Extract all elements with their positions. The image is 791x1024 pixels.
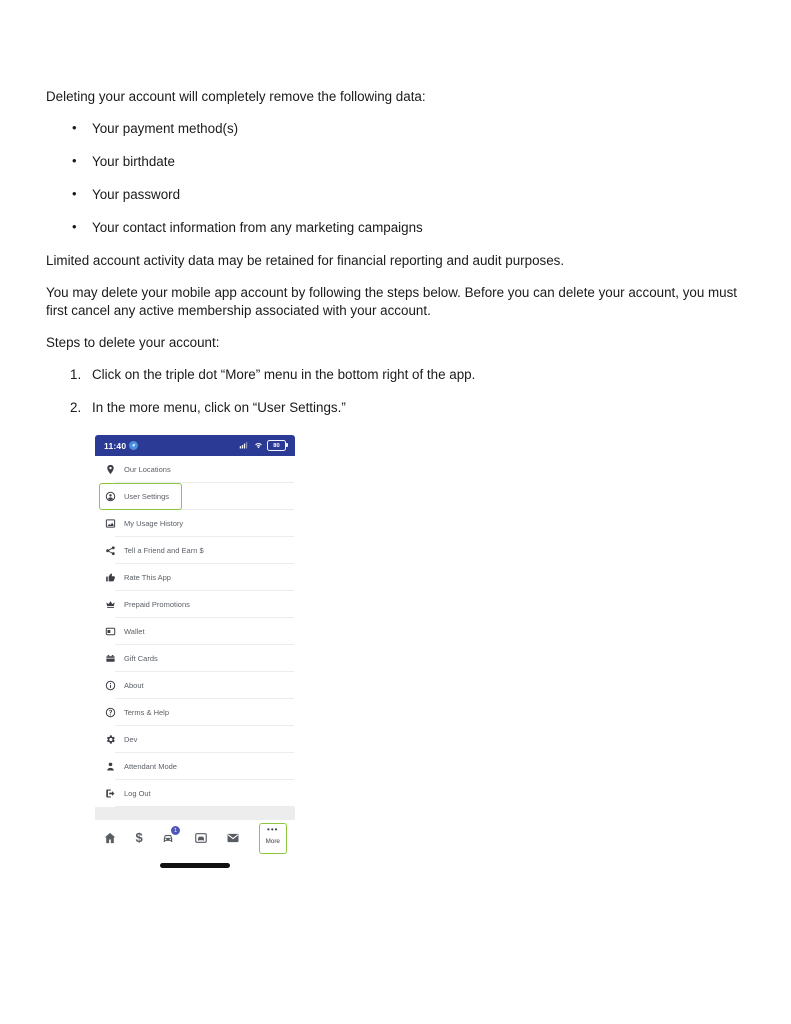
bullet-item: • Your password <box>72 186 746 204</box>
info-icon <box>105 680 116 691</box>
battery-percent: 80 <box>273 442 280 449</box>
menu-item-my-usage-history[interactable] <box>95 510 295 537</box>
notification-badge: 1 <box>171 826 180 835</box>
nav-item-mail[interactable] <box>226 831 240 845</box>
menu-item-label: Prepaid Promotions <box>124 599 190 609</box>
nav-item-dollar[interactable] <box>135 831 142 845</box>
intro-paragraph: Deleting your account will completely remove the following data: <box>46 89 426 104</box>
menu-item-label: My Usage History <box>124 518 184 528</box>
mail-icon <box>226 831 240 845</box>
menu-item-label: Dev <box>124 734 138 744</box>
menu-item-label: Log Out <box>124 788 151 798</box>
person-circle-icon <box>105 491 116 502</box>
menu-item-label: Terms & Help <box>124 707 170 717</box>
location-pin-icon <box>105 464 116 475</box>
menu-item-label: Our Locations <box>124 464 171 474</box>
car-icon <box>194 831 208 845</box>
menu-item-label: Tell a Friend and Earn $ <box>124 545 204 555</box>
menu-item-label: Gift Cards <box>124 653 158 663</box>
status-left <box>104 437 138 455</box>
menu-item-label: User Settings <box>124 491 170 501</box>
wifi-icon <box>253 441 264 450</box>
thumbs-up-icon <box>105 572 116 583</box>
nav-item-more[interactable] <box>259 823 287 854</box>
cell-signal-icon <box>238 441 249 450</box>
menu-item-log-out[interactable] <box>95 780 295 807</box>
more-dots-icon: ••• <box>267 824 279 834</box>
attendant-icon <box>105 761 116 772</box>
menu-item-our-locations[interactable] <box>95 456 295 483</box>
share-icon <box>105 545 116 556</box>
step-item: Click on the triple dot “More” menu in the bottom right of the app. <box>92 367 476 382</box>
document-body <box>46 88 746 868</box>
retention-paragraph: Limited account activity data may be retained for financial reporting and audit purposes. <box>46 253 565 268</box>
battery-icon <box>267 440 286 451</box>
phone-status-bar <box>95 435 295 456</box>
home-indicator <box>160 863 230 868</box>
menu-item-attendant-mode[interactable] <box>95 753 295 780</box>
gift-card-icon <box>105 653 116 664</box>
menu-item-wallet[interactable] <box>95 618 295 645</box>
phone-screenshot <box>95 435 295 868</box>
highlight-box <box>99 483 182 510</box>
menu-item-prepaid-promotions[interactable] <box>95 591 295 618</box>
menu-item-about[interactable] <box>95 672 295 699</box>
phone-more-menu <box>95 456 295 807</box>
logout-icon <box>105 788 116 799</box>
bullet-item: • Your payment method(s) <box>72 120 746 138</box>
nav-more-label: More <box>265 837 280 845</box>
status-right <box>238 440 286 451</box>
wallet-icon <box>105 626 116 637</box>
home-icon <box>103 831 117 845</box>
menu-item-label: About <box>124 680 144 690</box>
menu-item-gift-cards[interactable] <box>95 645 295 672</box>
steps-heading: Steps to delete your account: <box>46 335 220 350</box>
nav-item-home[interactable] <box>103 831 117 845</box>
step-item: In the more menu, click on “User Settings.” <box>92 400 346 415</box>
nav-item-car[interactable] <box>194 831 208 845</box>
dollar-icon: $ <box>135 830 143 845</box>
menu-item-label: Rate This App <box>124 572 171 582</box>
location-services-icon <box>129 441 138 450</box>
menu-item-tell-a-friend-and-earn[interactable] <box>95 537 295 564</box>
usage-chart-icon <box>105 518 116 529</box>
menu-item-label: Wallet <box>124 626 145 636</box>
dev-gear-icon <box>105 734 116 745</box>
help-icon <box>105 707 116 718</box>
removed-data-list <box>46 120 746 237</box>
menu-item-rate-this-app[interactable] <box>95 564 295 591</box>
menu-item-dev[interactable] <box>95 726 295 753</box>
menu-footer-band <box>95 807 295 820</box>
menu-item-user-settings[interactable] <box>95 483 295 510</box>
bullet-item: • Your birthdate <box>72 153 746 171</box>
bullet-item: • Your contact information from any marketing campaigns <box>72 219 746 237</box>
how-to-paragraph: You may delete your mobile app account by following the steps below. Before you can delete your account, you must first cancel any active membership associated with your account. <box>46 285 738 318</box>
phone-bottom-nav <box>95 820 295 856</box>
crown-icon <box>105 599 116 610</box>
nav-item-wash-car[interactable] <box>161 827 178 845</box>
menu-item-label: Attendant Mode <box>124 761 177 771</box>
steps-list <box>46 366 746 417</box>
status-time: 11:40 <box>104 440 127 451</box>
menu-item-terms-help[interactable] <box>95 699 295 726</box>
